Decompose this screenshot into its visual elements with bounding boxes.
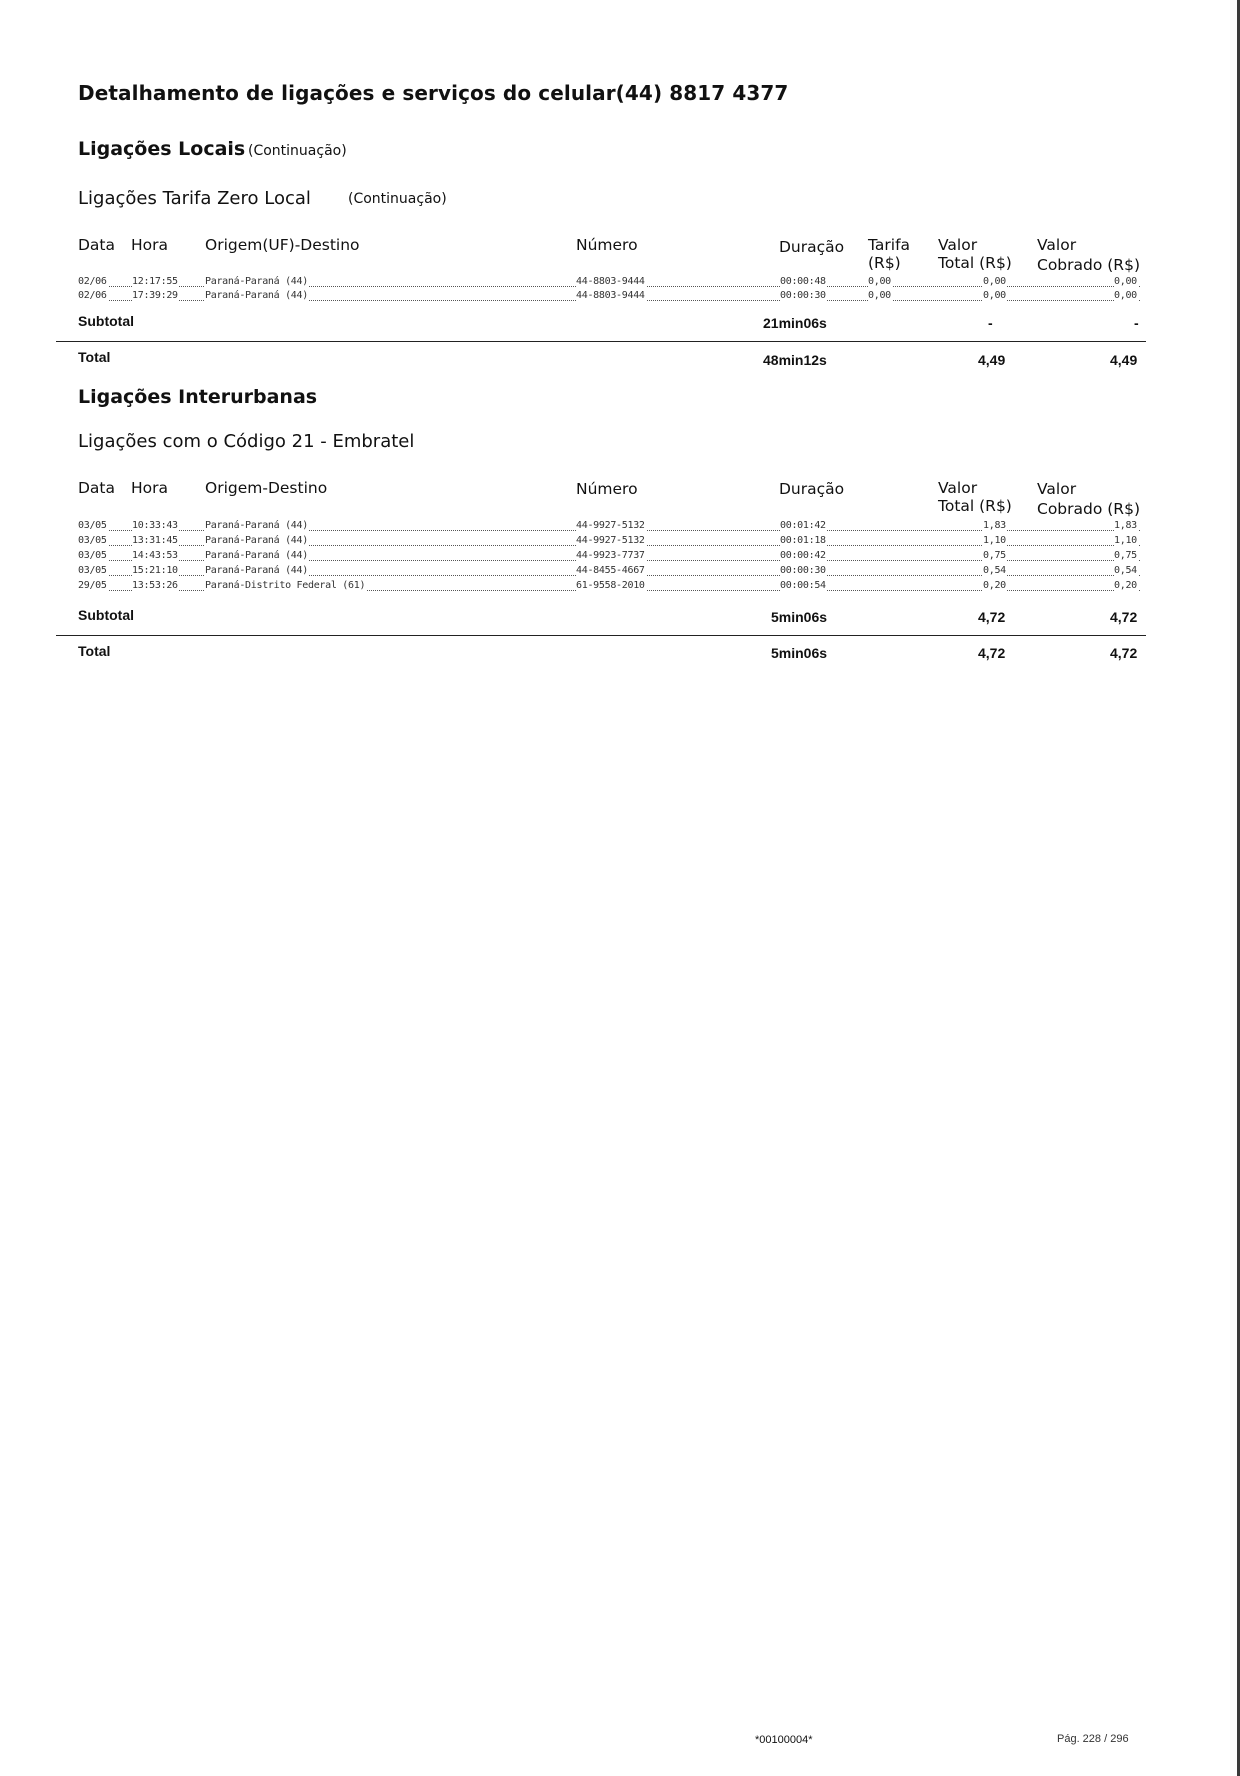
divider <box>56 635 1146 636</box>
page-title: Detalhamento de ligações e serviços do celular(44) 8817 4377 <box>78 81 789 105</box>
total-label: Total <box>78 349 111 365</box>
cell-origem: Paraná-Paraná (44) <box>205 535 308 546</box>
cell-valor-cobrado: 1,10 <box>1114 535 1137 546</box>
col-header-valor-cobrado: Valor <box>1037 480 1077 498</box>
cell-valor-cobrado: 0,75 <box>1114 550 1137 561</box>
table-row <box>78 535 1140 549</box>
cell-origem: Paraná-Paraná (44) <box>205 290 308 301</box>
subtotal-label: Subtotal <box>78 313 134 329</box>
cell-data: 29/05 <box>78 580 107 591</box>
total-valor-total: 4,49 <box>978 352 1006 368</box>
cell-numero: 44-8455-4667 <box>576 565 645 576</box>
col-header-valor-cobrado-unit: Cobrado (R$) <box>1037 500 1140 518</box>
cell-numero: 44-8803-9444 <box>576 290 645 301</box>
table-row <box>78 276 1140 290</box>
col-header-valor-cobrado: Valor <box>1037 236 1077 254</box>
total-duracao: 48min12s <box>763 352 827 368</box>
col-header-hora: Hora <box>131 236 169 254</box>
subtotal-valor-cobrado: 4,72 <box>1110 609 1138 625</box>
cell-valor-total: 0,54 <box>983 565 1006 576</box>
cell-valor-total: 0,20 <box>983 580 1006 591</box>
subtotal-duracao: 21min06s <box>763 315 827 331</box>
cell-duracao: 00:00:54 <box>780 580 826 591</box>
cell-valor-total: 0,00 <box>983 276 1006 287</box>
table-row <box>78 550 1140 564</box>
table-row <box>78 580 1140 594</box>
subtotal-label: Subtotal <box>78 607 134 623</box>
cell-origem: Paraná-Distrito Federal (61) <box>205 580 366 591</box>
cell-data: 03/05 <box>78 565 107 576</box>
subtotal-valor-total: - <box>988 315 993 331</box>
cell-origem: Paraná-Paraná (44) <box>205 550 308 561</box>
col-header-origem: Origem(UF)-Destino <box>205 236 360 254</box>
cell-hora: 10:33:43 <box>132 520 178 531</box>
cell-duracao: 00:00:30 <box>780 565 826 576</box>
col-header-numero: Número <box>576 236 638 254</box>
col-header-valor-total: Valor <box>938 479 978 497</box>
total-valor-cobrado: 4,72 <box>1110 645 1138 661</box>
col-header-origem: Origem-Destino <box>205 479 328 497</box>
cell-valor-cobrado: 1,83 <box>1114 520 1137 531</box>
cell-origem: Paraná-Paraná (44) <box>205 565 308 576</box>
col-header-hora: Hora <box>131 479 169 497</box>
section-heading-interurbanas: Ligações Interurbanas <box>78 386 318 408</box>
table-row <box>78 520 1140 534</box>
cell-duracao: 00:00:42 <box>780 550 826 561</box>
cell-numero: 61-9558-2010 <box>576 580 645 591</box>
subtotal-valor-cobrado: - <box>1134 315 1139 331</box>
cell-numero: 44-9923-7737 <box>576 550 645 561</box>
divider <box>56 341 1146 342</box>
total-duracao: 5min06s <box>771 645 828 661</box>
col-header-valor-total: Valor <box>938 236 978 254</box>
cell-duracao: 00:00:30 <box>780 290 826 301</box>
cell-duracao: 00:01:42 <box>780 520 826 531</box>
cell-valor-total: 0,75 <box>983 550 1006 561</box>
cell-valor-cobrado: 0,54 <box>1114 565 1137 576</box>
section-heading-note: (Continuação) <box>248 143 347 159</box>
subsection-heading-embratel: Ligações com o Código 21 - Embratel <box>78 431 415 452</box>
cell-duracao: 00:01:18 <box>780 535 826 546</box>
col-header-tarifa-unit: (R$) <box>868 254 901 272</box>
col-header-data: Data <box>78 236 116 254</box>
subtotal-valor-total: 4,72 <box>978 609 1006 625</box>
cell-tarifa: 0,00 <box>868 276 891 287</box>
subtotal-duracao: 5min06s <box>771 609 828 625</box>
table-row <box>78 565 1140 579</box>
cell-valor-cobrado: 0,00 <box>1114 290 1137 301</box>
subsection-heading-tarifa-zero: Ligações Tarifa Zero Local <box>78 188 311 209</box>
table-row <box>78 290 1140 304</box>
cell-hora: 14:43:53 <box>132 550 178 561</box>
section-heading-local: Ligações Locais <box>78 138 246 160</box>
cell-hora: 17:39:29 <box>132 290 178 301</box>
cell-valor-cobrado: 0,20 <box>1114 580 1137 591</box>
cell-valor-total: 1,83 <box>983 520 1006 531</box>
total-valor-total: 4,72 <box>978 645 1006 661</box>
cell-numero: 44-9927-5132 <box>576 535 645 546</box>
total-label: Total <box>78 643 111 659</box>
cell-data: 02/06 <box>78 290 107 301</box>
cell-data: 03/05 <box>78 535 107 546</box>
page-number: Pág. 228 / 296 <box>1057 1733 1129 1745</box>
cell-data: 03/05 <box>78 550 107 561</box>
cell-origem: Paraná-Paraná (44) <box>205 276 308 287</box>
col-header-data: Data <box>78 479 116 497</box>
cell-hora: 15:21:10 <box>132 565 178 576</box>
cell-duracao: 00:00:48 <box>780 276 826 287</box>
col-header-tarifa: Tarifa <box>868 236 911 254</box>
cell-origem: Paraná-Paraná (44) <box>205 520 308 531</box>
cell-data: 02/06 <box>78 276 107 287</box>
cell-tarifa: 0,00 <box>868 290 891 301</box>
cell-valor-total: 1,10 <box>983 535 1006 546</box>
cell-hora: 13:31:45 <box>132 535 178 546</box>
cell-hora: 12:17:55 <box>132 276 178 287</box>
total-valor-cobrado: 4,49 <box>1110 352 1138 368</box>
col-header-valor-total-unit: Total (R$) <box>938 497 1012 515</box>
col-header-duracao: Duração <box>779 480 845 498</box>
cell-numero: 44-9927-5132 <box>576 520 645 531</box>
cell-valor-cobrado: 0,00 <box>1114 276 1137 287</box>
cell-hora: 13:53:26 <box>132 580 178 591</box>
cell-numero: 44-8803-9444 <box>576 276 645 287</box>
cell-data: 03/05 <box>78 520 107 531</box>
cell-valor-total: 0,00 <box>983 290 1006 301</box>
col-header-duracao: Duração <box>779 238 845 256</box>
document-code: *00100004* <box>755 1734 813 1746</box>
col-header-numero: Número <box>576 480 638 498</box>
col-header-valor-total-unit: Total (R$) <box>938 254 1012 272</box>
col-header-valor-cobrado-unit: Cobrado (R$) <box>1037 256 1140 274</box>
subsection-heading-note: (Continuação) <box>348 191 447 207</box>
